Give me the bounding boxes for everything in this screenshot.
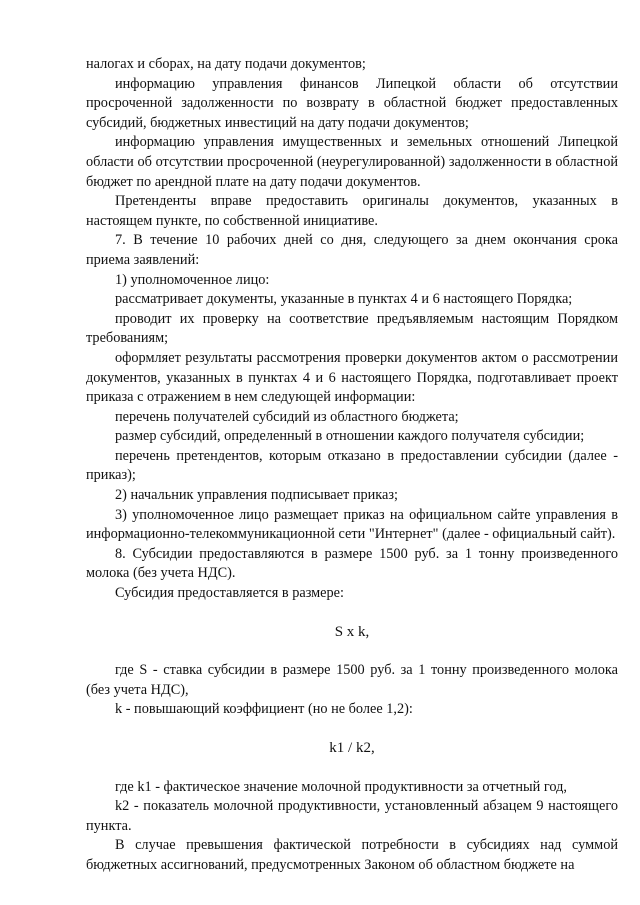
paragraph: 1) уполномоченное лицо:: [115, 271, 270, 288]
paragraph: оформляет результаты рассмотрения проверки документов актом о рассмотрении документов, указанных в пунктах 4 и 6 настоящего Порядка, подготавливает проект приказа с отражением в нем следующей информации:: [86, 349, 618, 406]
paragraph: 8. Субсидии предоставляются в размере 1500 руб. за 1 тонну произведенного молока (без учета НДС).: [86, 545, 618, 582]
paragraph: рассматривает документы, указанные в пунктах 4 и 6 настоящего Порядка;: [115, 291, 573, 308]
paragraph: где k1 - фактическое значение молочной продуктивности за отчетный год,: [115, 778, 567, 795]
paragraph: информацию управления имущественных и земельных отношений Липецкой области об отсутствии просроченной (неурегулированной) задолженности в областной бюджет по арендной плате на дату подачи документов.: [86, 134, 618, 190]
spacer: [86, 642, 618, 661]
paragraph: налогах и сборах, на дату подачи документов;: [86, 56, 366, 72]
formula-subsidy: S x k,: [334, 623, 370, 640]
spacer: [86, 759, 618, 778]
spacer: [86, 720, 618, 739]
paragraph: 7. В течение 10 рабочих дней со дня, следующего за днем окончания срока приема заявлений:: [86, 232, 618, 268]
paragraph: Субсидия предоставляется в размере:: [115, 585, 344, 602]
paragraph: Претенденты вправе предоставить оригиналы документов, указанных в настоящем пункте, по собственной инициативе.: [86, 193, 618, 229]
paragraph: информацию управления финансов Липецкой области об отсутствии просроченной задолженности по возврату в областной бюджет предоставленных субсидий, бюджетных инвестиций на дату подачи документов;: [86, 75, 618, 131]
formula-coefficient: k1 / k2,: [329, 740, 375, 756]
paragraph: проводит их проверку на соответствие предъявляемым настоящим Порядком требованиям;: [86, 310, 618, 347]
paragraph: размер субсидий, определенный в отношении каждого получателя субсидии;: [115, 428, 585, 445]
paragraph: где S - ставка субсидии в размере 1500 руб. за 1 тонну произведенного молока (без учета НДС),: [86, 662, 618, 698]
paragraph: В случае превышения фактической потребности в субсидиях над суммой бюджетных ассигнований, предусмотренных Законом об областном бюджете на: [86, 837, 618, 873]
spacer: [86, 604, 618, 623]
document-page: [86, 55, 618, 876]
paragraph: перечень претендентов, которым отказано в предоставлении субсидии (далее - приказ);: [86, 447, 618, 484]
paragraph: 2) начальник управления подписывает приказ;: [115, 487, 398, 504]
paragraph: k - повышающий коэффициент (но не более 1,2):: [115, 701, 413, 718]
paragraph: k2 - показатель молочной продуктивности, установленный абзацем 9 настоящего пункта.: [86, 798, 618, 834]
paragraph: 3) уполномоченное лицо размещает приказ на официальном сайте управления в информационно-телекоммуникационной сети "Интернет" (далее - официальный сайт).: [86, 506, 618, 543]
paragraph: перечень получателей субсидий из областного бюджета;: [115, 408, 459, 425]
